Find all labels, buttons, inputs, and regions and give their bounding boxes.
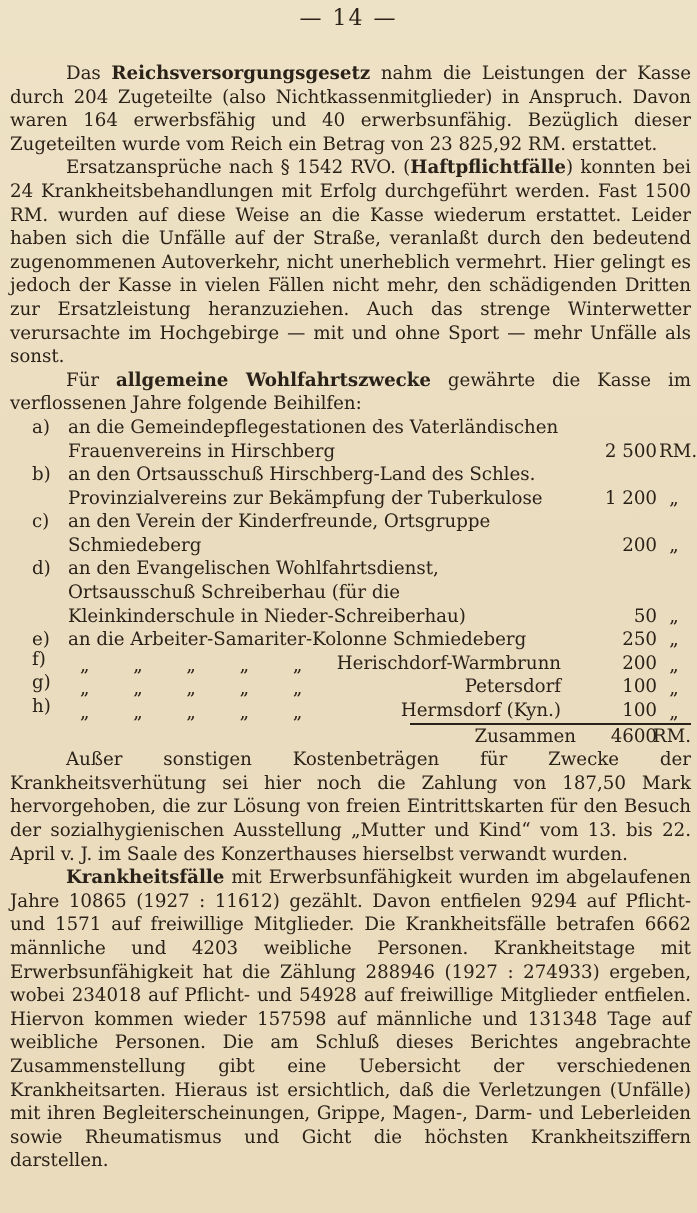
list-item-ditto xyxy=(10,672,691,700)
bold-term: Krankheitsfälle xyxy=(66,867,225,889)
item-unit: „ xyxy=(669,678,679,700)
item-unit: „ xyxy=(669,534,679,556)
text-run: gewährte die Kasse im verflossenen Jahre folgende Beihilfen: xyxy=(10,369,692,415)
item-amount: 100 xyxy=(622,700,657,722)
list-item-ditto xyxy=(10,648,691,676)
list-item xyxy=(10,416,697,463)
item-label: g) xyxy=(32,672,51,694)
list-item xyxy=(10,463,691,510)
bold-term: allgemeine Wohlfahrtszwecke xyxy=(115,369,431,391)
total-label: Zusammen xyxy=(474,725,576,747)
total-amount: 4600 xyxy=(610,725,657,747)
list-item xyxy=(10,557,691,628)
item-unit: „ xyxy=(669,654,679,676)
item-label: d) xyxy=(32,558,51,580)
body-text xyxy=(10,62,697,1173)
item-amount: 2 500 xyxy=(604,440,657,462)
text-run: Für xyxy=(66,369,116,391)
paragraph-reichsversorgungsgesetz xyxy=(10,62,691,156)
item-text: an den Ortsausschuß Hirschberg-Land des Schles. Provinzialvereins zur Bekämpfung der Tuberkulose xyxy=(68,464,543,509)
item-label: h) xyxy=(32,696,51,718)
item-amount: 200 xyxy=(622,534,657,556)
item-amount: 250 xyxy=(622,629,657,651)
text-run: Ersatzansprüche nach § 1542 RVO. ( xyxy=(66,157,411,179)
item-unit: „ xyxy=(669,605,679,627)
list-item-ditto xyxy=(10,696,691,724)
item-label: b) xyxy=(32,464,51,486)
paragraph-ersatzansprueche xyxy=(10,156,691,368)
ditto-marks: „ „ „ „ „ xyxy=(80,654,303,676)
text-run: nahm die Leistungen der Kasse durch 204 Zugeteilte (also Nichtkassenmitglieder) in Anspruch. Davon waren 164 erwerbsfähig und 40 erwerbsunfähig. Bezüglich dieser Zugeteilten wurde vom Reich ein Betrag von 23 825,92 RM. erstattet. xyxy=(10,63,692,155)
paragraph-krankheitsfaelle xyxy=(10,866,691,1173)
total-unit: RM. xyxy=(652,725,691,747)
item-unit: RM. xyxy=(659,440,697,462)
item-amount: 100 xyxy=(622,676,657,698)
text-run: Das xyxy=(66,63,112,84)
item-place: Petersdorf xyxy=(464,676,561,698)
item-amount: 50 xyxy=(633,605,657,627)
item-label: a) xyxy=(32,416,50,438)
text-run: ) konnten bei 24 Krankheitsbehandlungen mit Erfolg durchgeführt werden. Fast 1500 RM. wurden auf diese Weise an die Kasse wiederum erstattet. Leider haben sich die Unfälle auf der Straße, veranlaßt durch den bedeutend zugenommenen Autoverkehr, nicht unerheblich vermehrt. Hier gelingt es jedoch der Kasse in vielen Fällen nicht mehr, den schädigenden Dritten zur Ersatzleistung heranzuziehen. Auch das strenge Winterwetter verursachte im Hochgebirge — mit und ohne Sport — mehr Unfälle als sonst. xyxy=(10,157,691,368)
total-row xyxy=(10,725,691,749)
list-item xyxy=(10,628,691,652)
text-run: Außer sonstigen Kostenbeträgen für Zwecke der Krankheitsverhütung sei hier noch die Zahlung von 187,50 Mark hervorgehoben, die zur Lösung von freien Eintrittskarten für den Besuch der sozialhygienischen Ausstellung „Mutter und Kind“ vom 13. bis 22. April v. J. im Saale des Konzerthauses hierselbst verwandt wurden. xyxy=(10,749,691,865)
beihilfen-list xyxy=(10,416,697,748)
item-text: an die Gemeindepflegestationen des Vaterländischen Frauenvereins in Hirschberg xyxy=(68,416,559,462)
item-amount: 200 xyxy=(622,652,657,674)
item-amount: 1 200 xyxy=(604,487,657,509)
item-label: f) xyxy=(32,648,46,670)
text-run: mit Erwerbsunfähigkeit wurden im abgelaufenen Jahre 10865 (1927 : 11612) gezählt. Davon entfielen 9294 auf Pflicht- und 1571 auf freiwillige Mitglieder. Die Krankheitsfälle betrafen 6662 männliche und 4203 weibliche Personen. Krankheitstage mit Erwerbsunfähigkeit hat die Zählung 288946 (1927 : 274933) ergeben, wobei 234018 auf Pflicht- und 54928 auf freiwillige Mitglieder entfielen. Hiervon kommen wieder 157598 auf männliche und 131348 Tage auf weibliche Personen. Die am Schluß dieses Berichtes angebrachte Zusammenstellung gibt eine Uebersicht der verschiedenen Krankheitsarten. Hieraus ist ersichtlich, daß die Verletzungen (Unfälle) mit ihren Begleiterscheinungen, Grippe, Magen-, Darm- und Leberleiden sowie Rheumatismus und Gicht die höchsten Krankheitsziffern darstellen. xyxy=(10,867,691,1172)
item-unit: „ xyxy=(669,487,679,509)
ditto-marks: „ „ „ „ „ xyxy=(80,678,303,700)
paragraph-krankheitsverhuetung xyxy=(10,748,691,866)
item-unit: „ xyxy=(669,702,679,724)
item-label: e) xyxy=(32,629,50,651)
item-place: Herischdorf-Warmbrunn xyxy=(336,652,561,674)
item-text: an den Evangelischen Wohlfahrtsdienst, Ortsausschuß Schreiberhau (für die Kleinkinderschule in Nieder-Schreiberhau) xyxy=(68,558,466,627)
item-label: c) xyxy=(32,511,50,533)
ditto-marks: „ „ „ „ „ xyxy=(80,702,303,724)
bold-term: Haftpflichtfälle xyxy=(410,157,567,179)
item-text: an die Arbeiter-Samariter-Kolonne Schmiedeberg xyxy=(68,629,527,651)
item-unit: „ xyxy=(669,629,679,651)
page-number: — 14 — xyxy=(299,6,398,31)
item-place: Hermsdorf (Kyn.) xyxy=(400,700,561,722)
list-item xyxy=(10,510,691,557)
item-text: an den Verein der Kinderfreunde, Ortsgruppe Schmiedeberg xyxy=(68,511,491,556)
bold-term: Reichsversorgungsgesetz xyxy=(111,63,371,84)
paragraph-wohlfahrtszwecke xyxy=(10,369,691,416)
